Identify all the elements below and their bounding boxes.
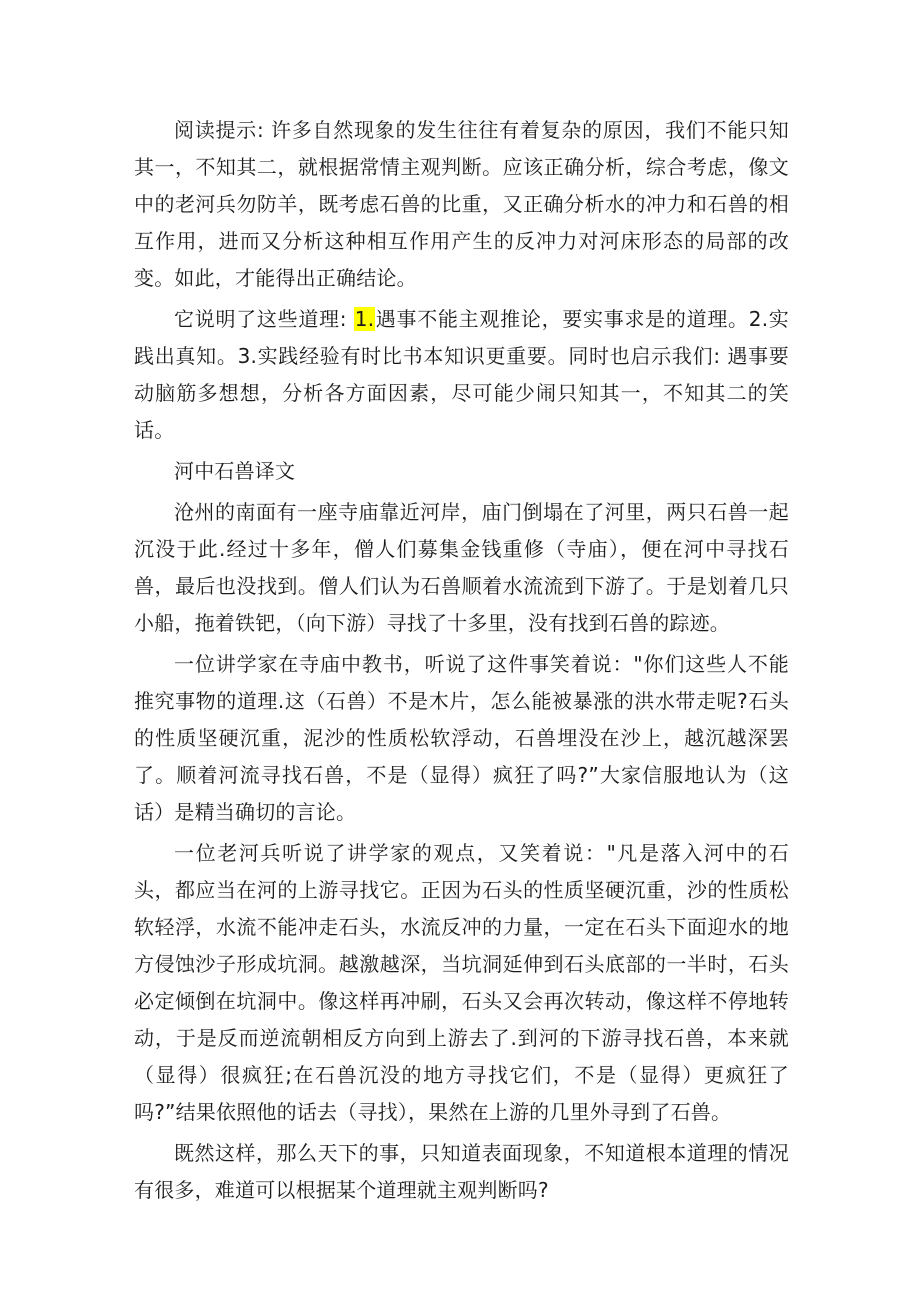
moral-paragraph: [134, 301, 789, 449]
reading-hint-paragraph: 阅读提示: 许多自然现象的发生往往有着复杂的原因，我们不能只知其一，不知其二，就根据常情主观判断。应该正确分析，综合考虑，像文中的老河兵勿防羊，既考虑石兽的比重，又正确分析水的冲力和石兽的相互作用，进而又分析这种相互作用产生的反冲力对河床形态的局部的改变。如此，才能得出正确结论。: [134, 118, 789, 290]
translation-paragraph-3: 一位老河兵听说了讲学家的观点，又笑着说："凡是落入河中的石头，都应当在河的上游寻找它。正因为石头的性质坚硬沉重，沙的性质松软轻浮，水流不能冲走石头，水流反冲的力量，一定在石头下面迎水的地方侵蚀沙子形成坑洞。越激越深，当坑洞延伸到石头底部的一半时，石头必定倾倒在坑洞中。像这样再冲刷，石头又会再次转动，像这样不停地转动，于是反而逆流朝相反方向到上游去了.到河的下游寻找石兽，本来就（显得）很疯狂;在石兽沉没的地方寻找它们，不是（显得）更疯狂了吗?”结果依照他的话去（寻找），果然在上游的几里外寻到了石兽。: [134, 841, 789, 1124]
translation-title: 河中石兽译文: [174, 459, 296, 483]
moral-text: 遇事不能主观推论，要实事求是的道理。2.实践出真知。3.实践经验有时比书本知识更重要。同时也启示我们: 遇事要动脑筋多想想，分析各方面因素，尽可能少闹只知其一，不知其二的笑话。: [134, 307, 789, 442]
translation-paragraph-4: 既然这样，那么天下的事，只知道表面现象，不知道根本道理的情况有很多，难道可以根据某个道理就主观判断吗?: [134, 1141, 789, 1202]
highlighted-number: 1.: [354, 307, 375, 331]
document-body: [134, 112, 789, 1213]
translation-paragraph-2: 一位讲学家在寺庙中教书，听说了这件事笑着说："你们这些人不能推究事物的道理.这（石兽）不是木片，怎么能被暴涨的洪水带走呢?石头的性质坚硬沉重，泥沙的性质松软浮动，石兽埋没在沙上，越沉越深罢了。顺着河流寻找石兽，不是（显得）疯狂了吗?”大家信服地认为（这话）是精当确切的言论。: [134, 652, 789, 824]
translation-paragraph-1: 沧州的南面有一座寺庙靠近河岸，庙门倒塌在了河里，两只石兽一起沉没于此.经过十多年，僧人们募集金钱重修（寺庙），便在河中寻找石兽，最后也没找到。僧人们认为石兽顺着水流流到下游了。于是划着几只小船，拖着铁钯，（向下游）寻找了十多里，没有找到石兽的踪迹。: [134, 500, 789, 635]
moral-prefix: 它说明了这些道理:: [174, 307, 354, 331]
